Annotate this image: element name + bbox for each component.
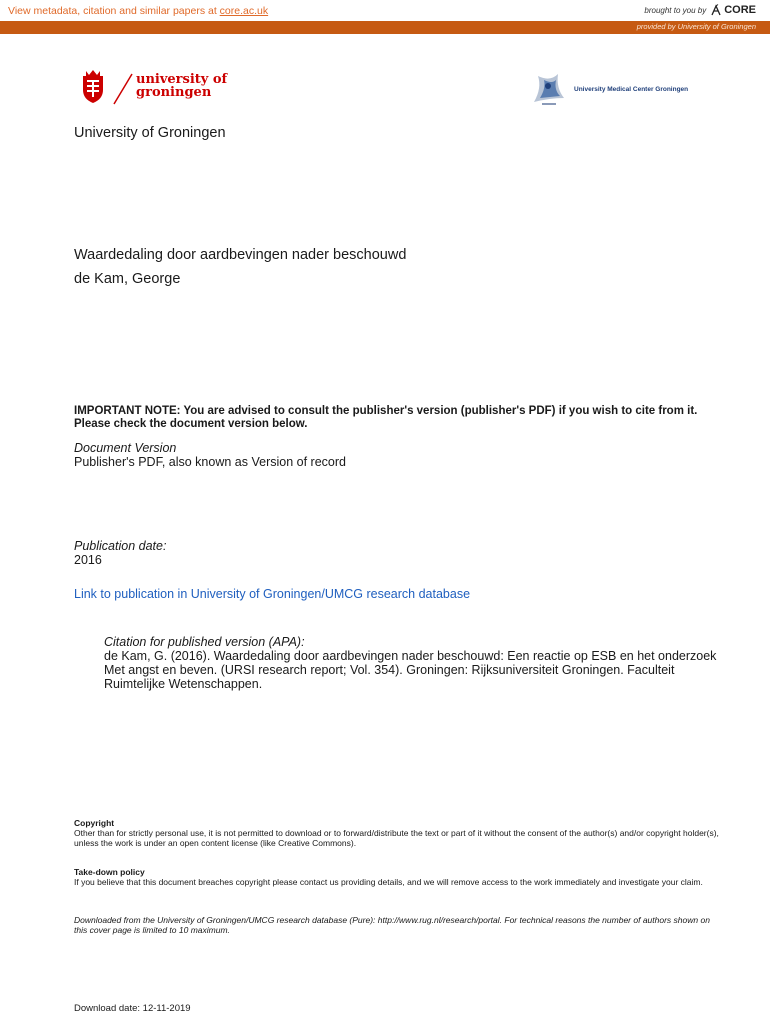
copyright-heading: Copyright: [74, 818, 115, 828]
research-database-link[interactable]: Link to publication in University of Groningen/UMCG research database: [74, 587, 471, 601]
document-version-label: Document Version: [74, 441, 177, 455]
umcg-logo: [528, 68, 688, 110]
citation-text: de Kam, G. (2016). Waardedaling door aardbevingen nader beschouwd: Een reactie op ESB en het onderzoek Met angst en beven. (URSI research report; Vol. 354). Groningen: Rijksuniversiteit Groningen. Faculteit Ruimtelijke Wetenschappen.: [104, 649, 717, 691]
copyright-section: [74, 818, 724, 848]
core-icon: [710, 4, 722, 16]
rug-slash-icon: [112, 72, 134, 106]
citation-block: [104, 635, 724, 691]
core-brand-label: CORE: [724, 4, 756, 16]
institution-name: University of Groningen: [74, 125, 226, 141]
downloaded-from-note: Downloaded from the University of Groningen/UMCG research database (Pure): http://www.rug.nl/research/portal. For technical reasons the number of authors shown on this cover page is limited to 10 maximum.: [74, 915, 710, 935]
provider-strip: [0, 21, 770, 34]
download-date: Download date: 12-11-2019: [74, 1003, 191, 1014]
takedown-heading: Take-down policy: [74, 867, 145, 877]
rug-wordmark: [136, 73, 227, 99]
publication-title: Waardedaling door aardbevingen nader beschouwd: [74, 247, 407, 263]
publication-date-value: 2016: [74, 553, 102, 567]
important-note: IMPORTANT NOTE: You are advised to consult the publisher's version (publisher's PDF) if you wish to cite from it. Please check the document version below.: [74, 405, 698, 430]
umcg-emblem-icon: [528, 68, 568, 110]
provided-by-text: provided by University of Groningen: [636, 22, 756, 31]
core-metadata-text: View metadata, citation and similar papers at: [8, 5, 217, 17]
document-version-value: Publisher's PDF, also known as Version of record: [74, 455, 346, 469]
university-of-groningen-logo: [80, 68, 227, 104]
umcg-wordmark: University Medical Center Groningen: [574, 85, 689, 93]
copyright-text: Other than for strictly personal use, it is not permitted to download or to forward/distribute the text or part of it without the consent of the author(s) and/or copyright holder(s), unless the work is under an open content license (like Creative Commons).: [74, 828, 719, 848]
core-banner: [0, 0, 770, 21]
rug-wordmark-line2: groningen: [136, 85, 212, 100]
rug-crest-icon: [80, 68, 106, 104]
brought-by-text: brought to you by: [644, 5, 707, 15]
rug-wordmark-line1: university of: [136, 72, 228, 87]
core-brand: [644, 4, 756, 16]
publication-date-block: [74, 539, 166, 567]
publication-author: de Kam, George: [74, 271, 181, 287]
takedown-text: If you believe that this document breaches copyright please contact us providing details, and we will remove access to the work immediately and investigate your claim.: [74, 877, 703, 887]
publication-date-label: Publication date:: [74, 539, 167, 553]
core-metadata-notice: [8, 5, 268, 17]
citation-label: Citation for published version (APA):: [104, 635, 305, 649]
core-link[interactable]: core.ac.uk: [219, 5, 269, 17]
core-logo[interactable]: [710, 4, 756, 16]
document-version-block: [74, 441, 346, 469]
takedown-section: [74, 867, 724, 887]
